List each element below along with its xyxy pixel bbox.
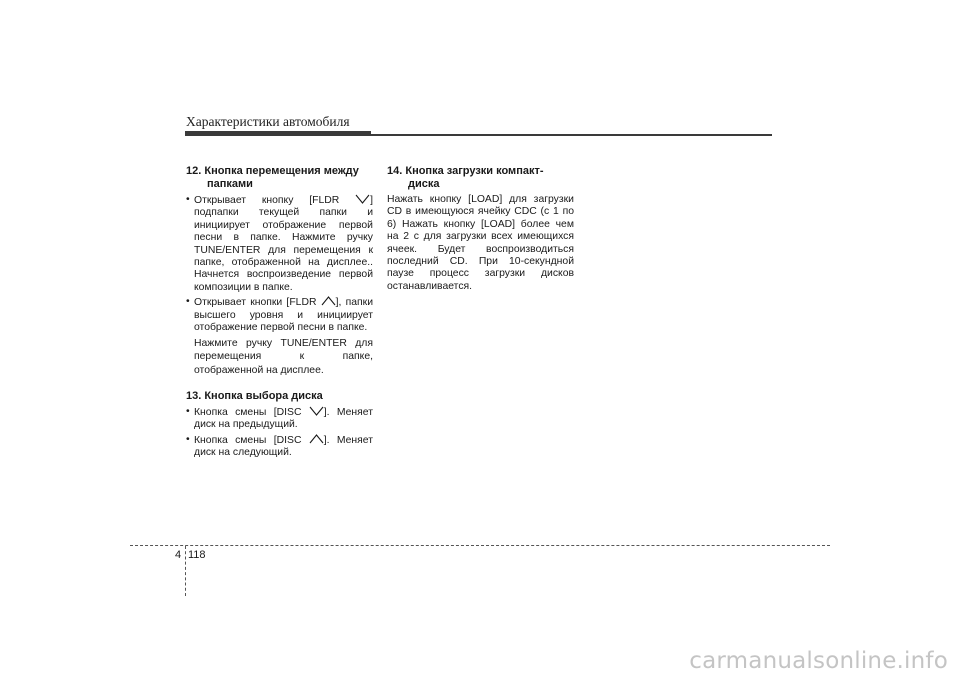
section-13-heading: 13. Кнопка выбора диска [186,389,323,402]
chevron-down-icon [309,406,324,416]
chapter-number: 4 [175,549,182,561]
footer-rule [130,545,830,546]
header-rule-thick [185,131,371,136]
footer-vertical-rule [185,546,186,596]
section-12-extra-line1: Нажмите ручку TUNE/ENTER для перемещения к папке, [194,338,373,362]
section-12-b2-post: ], папки высшего уровня и инициирует отображение первой песни в папке. [194,297,374,334]
chevron-up-icon [309,434,324,444]
section-12-heading [186,165,373,191]
left-column [186,165,373,461]
section-14-number: 14. [387,165,403,177]
section-13-b2-pre: Кнопка смены [DISC [194,434,309,446]
chevron-up-icon [321,296,336,306]
section-12-extra-line2: отображенной на дисплее. [194,365,324,377]
right-column [387,165,574,293]
section-13-list [186,406,373,460]
chevron-down-icon [355,194,370,204]
section-12-list [186,194,373,334]
section-14-heading [387,165,574,191]
section-12-title-line2: папками [207,178,253,190]
page-number: 118 [188,549,206,561]
watermark-text: carmanualsonline.info [689,648,948,674]
list-item: • Кнопка смены [DISC ]. Меняет диск на предыдущий. [186,405,373,431]
section-12-number: 12. [186,165,202,177]
section-12-title-line1: Кнопка перемещения между [204,165,359,177]
list-item: • Кнопка смены [DISC ]. Меняет диск на следующий. [186,433,373,458]
section-14-title-line1: Кнопка загрузки компакт- [405,165,544,177]
section-13-b1-pre: Кнопка смены [DISC [194,406,309,418]
section-14-title-line2: диска [408,178,440,190]
section-12-b1-pre: Открывает кнопку [FLDR [194,195,356,206]
section-13-b1-post: ]. Меняет диск на предыдущий. [194,406,373,431]
list-item: • Открывает кнопку [FLDR ] подпапки текущей папки и инициирует отображение первой песни в папке. Нажмите ручку TUNE/ENTER для перемещения к папке, отображенной на дисплее.. Начнется воспроизведение первой композиции в папке. [186,194,373,293]
section-14-body: Нажать кнопку [LOAD] для загрузки CD в имеющуюся ячейку CDC (с 1 по 6) Нажать кнопку [LOAD] более чем на 2 с для загрузки всех имеющихся ячеек. Будет воспроизводиться последний CD. При 10-секундной паузе процесс загрузки дисков останавливается. [387,194,574,292]
list-item: • Открывает кнопки [FLDR ], папки высшего уровня и инициирует отображение первой песни в папке. [186,296,374,334]
page-header-title: Характеристики автомобиля [186,114,350,129]
header-rule-thin [371,134,772,136]
section-12-b2-pre: Открывает кнопки [FLDR [194,297,321,309]
section-12-b1-post: ] подпапки текущей папки и инициирует отображение первой песни в папке. Нажмите ручку TUNE/ENTER для перемещения к папке, отображенной на дисплее.. Начнется воспроизведение первой композиции в папке. [194,195,373,293]
section-13-b2-post: ]. Меняет диск на следующий. [194,434,373,458]
